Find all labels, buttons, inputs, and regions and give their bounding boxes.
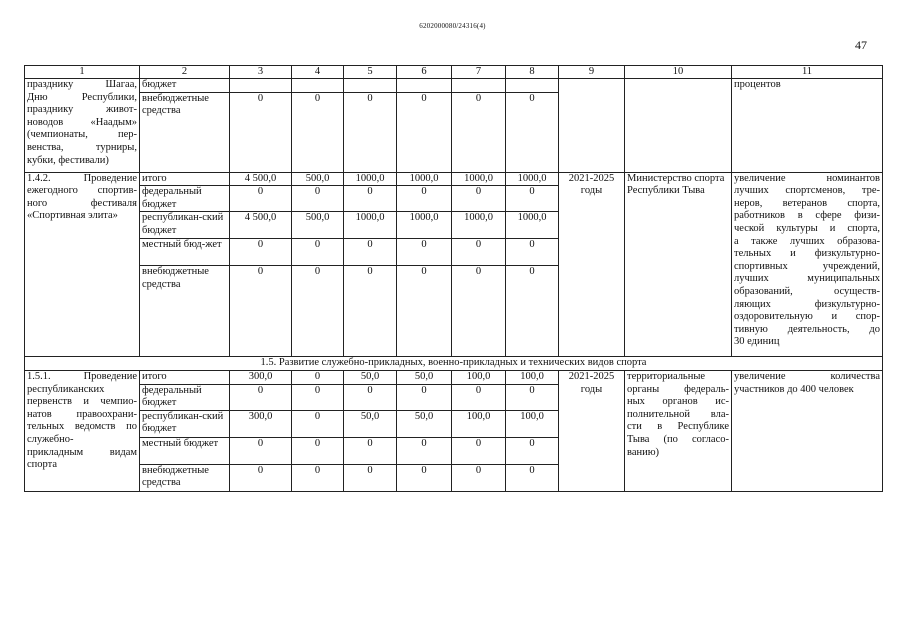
event-line: кубки, фестивали) [27,154,109,166]
value-cell: 100,0 [452,410,506,437]
value-cell: 1000,0 [506,212,559,239]
source-cell: республикан-ский бюджет [140,212,230,239]
result-line: тивную деятельность, до [734,323,880,335]
result-cell [732,172,883,357]
value-cell: 0 [506,186,559,212]
value-cell: 1000,0 [344,172,397,186]
col-header: 3 [230,66,292,79]
event-line: натов правоохрани- [27,408,137,420]
result-line: спортивных учреждений, [734,260,880,272]
value-cell: 0 [292,437,344,464]
value-cell: 50,0 [344,370,397,384]
value-cell: 0 [344,437,397,464]
value-cell: 0 [230,384,292,410]
value-cell: 0 [506,239,559,266]
source-cell: внебюджетные средства [140,92,230,172]
event-line: тельных ведомств по [27,421,137,433]
value-cell: 0 [397,266,452,357]
event-cell [25,172,140,357]
event-line: спорта [27,459,58,471]
value-cell: 0 [292,464,344,491]
value-cell: 0 [344,92,397,172]
value-cell: 4 500,0 [230,212,292,239]
value-cell: 0 [292,384,344,410]
result-line: образований, осуществ- [734,285,880,297]
value-cell: 0 [452,186,506,212]
value-cell: 1000,0 [397,172,452,186]
value-cell: 500,0 [292,212,344,239]
value-cell: 0 [452,384,506,410]
executor-cell [625,79,732,173]
value-cell: 0 [397,186,452,212]
executor-cell [625,370,732,491]
executor-line: Тыва (по согласо- [627,433,729,445]
result-line: лучших спортсменов, тре- [734,185,880,197]
value-cell: 0 [230,437,292,464]
result-line: неров, ветеранов спорта, [734,197,880,209]
program-table [24,65,883,492]
result-line: работников в сфере физи- [734,210,880,222]
value-cell: 0 [292,410,344,437]
result-line: увеличение номинантов [734,172,880,184]
value-cell: 0 [292,92,344,172]
event-line: первенств и чемпио- [27,396,137,408]
value-cell: 100,0 [506,370,559,384]
value-cell: 0 [452,239,506,266]
value-cell: 0 [292,239,344,266]
col-header: 8 [506,66,559,79]
value-cell: 0 [506,266,559,357]
value-cell: 0 [344,384,397,410]
event-line: служебно- [27,433,74,445]
table-row [25,370,883,384]
source-cell: внебюджетные средства [140,464,230,491]
col-header: 5 [344,66,397,79]
value-cell: 1000,0 [452,172,506,186]
source-cell: внебюджетные средства [140,266,230,357]
period-cell: 2021-2025 годы [559,172,625,357]
period-cell: 2021-2025 годы [559,370,625,491]
col-header: 11 [732,66,883,79]
column-number-row [25,66,883,79]
value-cell: 1000,0 [452,212,506,239]
value-cell: 0 [230,239,292,266]
value-cell: 0 [230,92,292,172]
table-row [25,79,883,93]
executor-cell: Министерство спорта Республики Тыва [625,172,732,357]
value-cell: 50,0 [344,410,397,437]
event-line: венства, турниры, [27,141,137,153]
value-cell: 300,0 [230,410,292,437]
value-cell: 0 [230,464,292,491]
value-cell: 0 [292,266,344,357]
value-cell: 0 [230,186,292,212]
result-line: тельных и физкультурно- [734,248,880,260]
value-cell: 0 [344,186,397,212]
col-header: 6 [397,66,452,79]
value-cell: 500,0 [292,172,344,186]
executor-line: территориальные [627,370,706,382]
executor-line: сти в Республике [627,421,729,433]
event-cell [25,370,140,491]
executor-line: ванию) [627,446,660,458]
value-cell: 1000,0 [397,212,452,239]
col-header: 7 [452,66,506,79]
source-cell: местный бюджет [140,437,230,464]
event-line: 1.5.1. Проведение [27,370,137,382]
event-cell [25,79,140,173]
source-cell: федеральный бюджет [140,384,230,410]
col-header: 10 [625,66,732,79]
event-line: ежегодного спортив- [27,185,137,197]
value-cell: 100,0 [452,370,506,384]
source-cell: республикан-ский бюджет [140,410,230,437]
event-line: празднику живот- [27,104,137,116]
value-cell: 0 [506,437,559,464]
value-cell: 1000,0 [344,212,397,239]
col-header: 4 [292,66,344,79]
value-cell: 0 [344,266,397,357]
result-cell: процентов [732,79,883,173]
value-cell: 0 [506,92,559,172]
value-cell: 0 [397,239,452,266]
value-cell: 300,0 [230,370,292,384]
value-cell: 0 [397,384,452,410]
result-line: ляющих физкультурно- [734,298,880,310]
value-cell: 0 [230,266,292,357]
value-cell: 50,0 [397,370,452,384]
section-title: 1.5. Развитие служебно-прикладных, военно-прикладных и технических видов спорта [25,357,883,371]
result-line: участников до 400 человек [734,383,854,395]
value-cell: 0 [452,437,506,464]
value-cell: 0 [452,266,506,357]
result-line: а также лучших образова- [734,235,880,247]
executor-line: полнительной вла- [627,408,729,420]
executor-line: ных органов ис- [627,396,729,408]
result-line: оздоровительную и спор- [734,311,880,323]
value-cell: 0 [397,464,452,491]
value-cell: 0 [397,437,452,464]
page-number: 47 [855,38,867,52]
value-cell: 0 [506,464,559,491]
event-line: Дню Республики, [27,91,137,103]
executor-line: органы федераль- [627,383,729,395]
value-cell: 0 [397,92,452,172]
value-cell: 0 [292,186,344,212]
event-line: прикладным видам [27,446,137,458]
source-cell: местный бюд-жет [140,239,230,266]
source-cell: федеральный бюджет [140,186,230,212]
result-cell [732,370,883,491]
value-cell: 0 [344,239,397,266]
event-line: «Спортивная элита» [27,210,118,222]
period-cell [559,79,625,173]
result-line: 30 единиц [734,336,780,348]
value-cell: 0 [452,92,506,172]
value-cell: 1000,0 [506,172,559,186]
event-line: празднику Шагаа, [27,79,137,90]
result-line: ческой культуры и спорта, [734,222,880,234]
col-header: 1 [25,66,140,79]
result-line: лучших муниципальных [734,273,880,285]
event-line: 1.4.2. Проведение [27,172,137,184]
value-cell: 4 500,0 [230,172,292,186]
value-cell: 0 [344,464,397,491]
event-line: ного фестиваля [27,197,137,209]
value-cell: 0 [506,384,559,410]
source-cell: итого [140,172,230,186]
value-cell: 0 [452,464,506,491]
event-line: новодов «Наадым» [27,116,137,128]
section-row [25,357,883,371]
value-cell: 50,0 [397,410,452,437]
result-line: увеличение количества [734,370,880,382]
source-cell: итого [140,370,230,384]
value-cell: 100,0 [506,410,559,437]
event-line: республиканских [27,383,105,395]
col-header: 2 [140,66,230,79]
table-row [25,172,883,186]
document-code: 6202000080/24316(4) [419,22,486,30]
source-cell: бюджет [140,79,230,93]
event-line: (чемпионаты, пер- [27,129,137,141]
col-header: 9 [559,66,625,79]
value-cell: 0 [292,370,344,384]
